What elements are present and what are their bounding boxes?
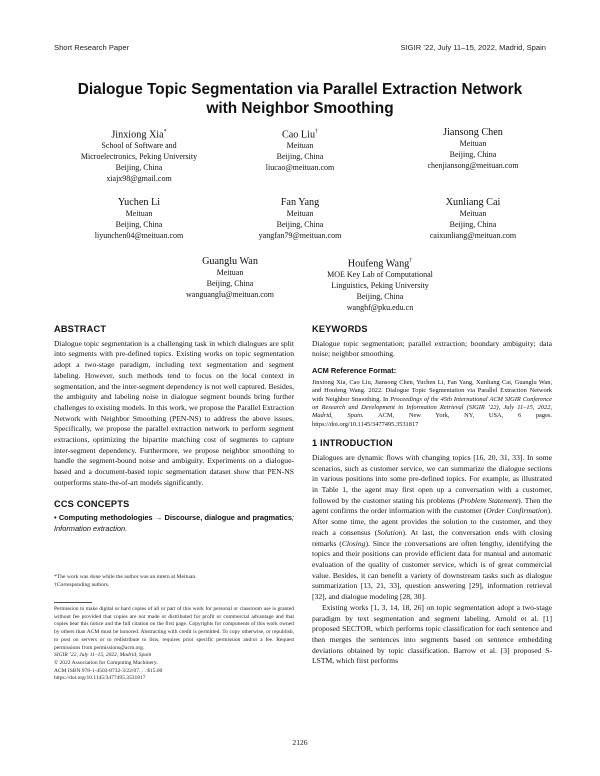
- author-affiliation: Meituan: [286, 209, 314, 218]
- author-affiliation: Meituan: [286, 141, 314, 151]
- ccs-primary-concept: • Computing methodologies → Discourse, dialogue and pragmatics: [54, 513, 292, 523]
- keywords-text: Dialogue topic segmentation; parallel extraction; boundary ambiguity; data noise; neighbor smoothing.: [312, 338, 552, 359]
- author-email: wanghf@pku.edu.cn: [346, 302, 414, 312]
- abstract-heading: ABSTRACT: [54, 324, 107, 334]
- intro-text: ). Since the conversations are often lengthy, identifying the topics and their positions can provide efficient data for manual and automatic evaluation of the quality of customer service, which is of great commercial value. Besides, it can benefit a variety of downstream tasks such as dialogue summarization [13, 21, 33], question answering [29], information retrieval [32], and dialogue modeling [28, 30].: [312, 538, 552, 602]
- left-column: [54, 324, 294, 535]
- author-affiliation: School of Software and: [101, 141, 177, 151]
- acm-reference-doi: ACM, New York, NY, USA, 6 pages. https://doi.org/10.1145/3477495.3531817: [312, 412, 553, 428]
- permission-notice: Permission to make digital or hard copies of all or part of this work for personal or classroom use is granted without fee provided that copies are not made or distributed for profit or commercial advantage and that copies bear this notice and the full citation on the first page. Copyrights for components of this work owned by others than ACM must be honored. Abstracting with credit is permitted. To copy otherwise, or republish, to post on servers or to redistribute to lists, requires prior specific permission and/or a fee. Request permissions from permissions@acm.org.: [54, 606, 294, 651]
- intro-text: ). At last, the conversation ends with closing remarks (: [312, 527, 552, 548]
- introduction-heading: 1 INTRODUCTION: [312, 438, 393, 449]
- author-name: Cao Liu: [281, 129, 316, 141]
- acm-reference-heading: ACM Reference Format:: [312, 366, 397, 376]
- author-mark: *: [163, 129, 167, 135]
- title-line-2: with Neighbor Smoothing: [206, 100, 394, 117]
- author-block-4: [54, 196, 224, 241]
- topic-label: Order Confirmation: [486, 506, 548, 516]
- author-email: xiajx98@gmail.com: [106, 173, 172, 183]
- ccs-concepts: [54, 513, 294, 534]
- author-location: Beijing, China: [276, 152, 324, 162]
- author-email: liucao@meituan.com: [265, 162, 335, 172]
- topic-label: Problem Statement: [460, 495, 519, 505]
- doi-link[interactable]: https://doi.org/10.1145/3477495.3531817: [54, 675, 146, 682]
- author-block-8: [300, 255, 460, 314]
- author-location: Beijing, China: [356, 291, 404, 301]
- topic-label: Closing: [341, 538, 366, 548]
- footnote-intern: *The work was done while the author was an intern at Meituan.: [54, 574, 197, 580]
- right-column: [312, 324, 552, 667]
- intro-paragraph-1: [312, 453, 552, 603]
- author-mark: †: [315, 129, 319, 135]
- ccs-secondary-concept: ; Information extraction.: [54, 513, 294, 533]
- author-block-5: [230, 196, 370, 241]
- topic-label: Solution: [377, 527, 403, 537]
- author-name: Houfeng Wang: [347, 258, 410, 270]
- running-header-right: SIGIR ’22, July 11–15, 2022, Madrid, Spain: [400, 43, 546, 52]
- intro-text: Dialogues are dynamic flows with changing topics [16, 20, 31, 33]. In some scenarios, such as customer service, we can summarize the dialogue sections in various positions into some pre-defined topics. For example, as illustrated in Table 1, the agent may first open up a conversation with a customer, followed by the customer stating his problems (: [312, 452, 552, 505]
- author-affiliation: Meituan: [125, 209, 153, 218]
- author-affiliation: Meituan: [459, 139, 487, 148]
- author-name: Yuchen Li: [117, 197, 161, 208]
- author-affiliation: MOE Key Lab of Computational: [327, 270, 433, 280]
- author-location: Beijing, China: [449, 219, 497, 229]
- author-name: Jiansong Chen: [443, 127, 503, 138]
- footnotes: [54, 574, 294, 590]
- author-block-7: [150, 255, 310, 300]
- footnote-corresponding: †Corresponding authors.: [54, 581, 110, 588]
- author-affiliation: Meituan: [459, 209, 487, 218]
- author-affiliation: Microelectronics, Peking University: [80, 152, 198, 162]
- author-affiliation: Meituan: [216, 268, 244, 277]
- author-name: Guanglu Wan: [202, 256, 258, 267]
- author-location: Beijing, China: [276, 219, 324, 229]
- abstract-text: Dialogue topic segmentation is a challenging task in which dialogues are split into segments with pre-defined topics. Existing works on topic segmentation adopt a two-stage paradigm, including text segmentation and segment labeling. However, such methods tend to focus on the local context in segmentation, and the inter-segment dependency is not well captured. Besides, the ambiguity and labeling noise in dialogue segment bounds bring further challenges to existing models. In this work, we propose the Parallel Extraction Network with Neighbor Smoothing (PEN-NS) to address the above issues. Specifically, we propose the parallel extraction network to perform segment extractions, optimizing the bipartite matching cost of segments to capture inter-segment dependency. Furthermore, we propose neighbor smoothing to handle the segment-bound noise and ambiguity. Experiments on a dialogue-based and a document-based topic segmentation dataset show that PEN-NS outperforms state-the-of-art models significantly.: [54, 338, 294, 487]
- author-name: Xunliang Cai: [445, 197, 501, 208]
- author-location: Beijing, China: [449, 149, 497, 159]
- isbn-line: ACM ISBN 978-1-4503-8732-3/22/07. . . $15.00: [54, 667, 163, 674]
- running-header-left: Short Research Paper: [54, 43, 130, 52]
- author-email: yangfan79@meituan.com: [258, 230, 342, 240]
- acm-reference-text: [312, 379, 552, 429]
- footnote-divider: [54, 602, 92, 603]
- ccs-heading: CCS CONCEPTS: [54, 498, 130, 509]
- author-location: Beijing, China: [206, 278, 254, 288]
- author-block-6: [388, 196, 558, 241]
- acm-reference-authors: Jinxiong Xia, Cao Liu, Jiansong Chen, Yuchen Li, Fan Yang, Xunliang Cai, Guanglu Wan, and Houfeng Wang. 2022. Dialogue Topic Segmentation via Parallel Extraction Network with Neighbor Smoothing. In: [312, 378, 552, 403]
- intro-paragraph-2: Existing works [1, 3, 14, 18, 26] on topic segmentation adopt a two-stage paradigm by text segmentation and segment labeling. Arnold et al. [1] proposed SECTOR, which performs topic classification for each sentence and then merges the sentences into segments based on sentence embedding deviations obtained by topic classification. Barrow et al. [3] proposed S-LSTM, which first performs: [312, 602, 552, 666]
- keywords-heading: KEYWORDS: [312, 324, 368, 334]
- author-mark: †: [409, 258, 413, 264]
- copyright-line: © 2022 Association for Computing Machinery.: [54, 659, 158, 666]
- author-name: Jinxiong Xia: [111, 129, 164, 141]
- author-name: Fan Yang: [280, 197, 320, 208]
- intro-text: ). Then the agent confirms the order information with the customer (: [312, 495, 553, 516]
- author-affiliation: Linguistics, Peking University: [331, 281, 429, 291]
- author-block-3: [388, 126, 558, 171]
- intro-text: ). After some time, the agent provides the solution to the customer, and they reach a consensus (: [312, 506, 552, 537]
- author-location: Beijing, China: [115, 162, 163, 172]
- author-email: caixunliang@meituan.com: [429, 230, 517, 240]
- author-block-2: [230, 126, 370, 174]
- author-block-1: [54, 126, 224, 185]
- acm-reference-venue: Proceedings of the 45th International ACM SIGIR Conference on Research and Development in Information Retrieval (SIGIR ’22), July 11–15, 2022, Madrid, Spain.: [312, 395, 552, 420]
- title-line-1: Dialogue Topic Segmentation via Parallel Extraction Network: [77, 81, 523, 98]
- page-number: 2126: [292, 738, 308, 747]
- conference-line: SIGIR ’22, July 11–15, 2022, Madrid, Spain: [54, 652, 152, 659]
- permission-block: [54, 606, 294, 683]
- author-email: chenjiansong@meituan.com: [427, 160, 519, 170]
- author-email: liyunchen04@meituan.com: [94, 230, 184, 240]
- author-email: wanguanglu@meituan.com: [185, 289, 274, 299]
- author-location: Beijing, China: [115, 219, 163, 229]
- paper-title: [40, 80, 560, 118]
